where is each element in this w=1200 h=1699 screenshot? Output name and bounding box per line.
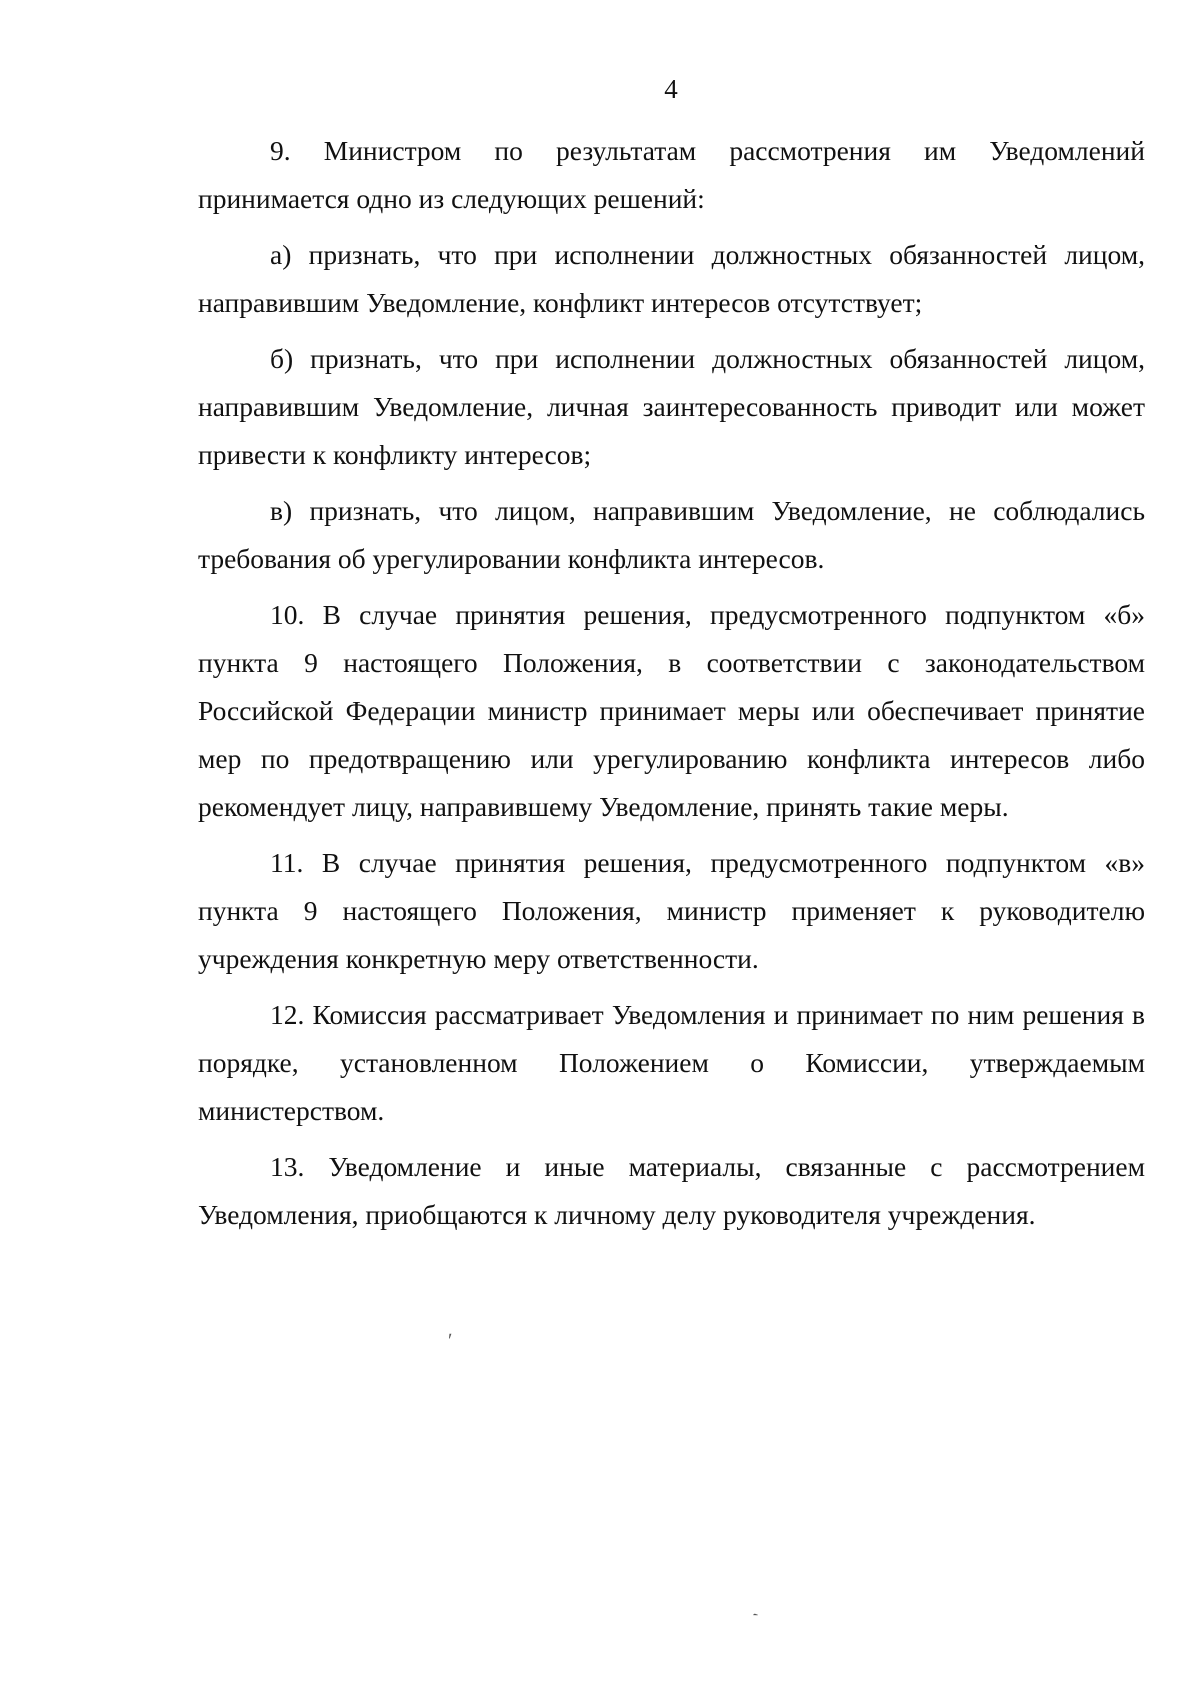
paragraph-13: 13. Уведомление и иные материалы, связанные с рассмотрением Уведомления, приобщаются к личному делу руководителя учреждения. xyxy=(198,1151,1145,1230)
paragraph-10: 10. В случае принятия решения, предусмотренного подпунктом «б» пункта 9 настоящего Положения, в соответствии с законодательством Российской Федерации министр принимает меры или обеспечивает принятие мер по предотвращению или урегулированию конфликта интересов либо рекомендует лицу, направившему Уведомление, принять такие меры. xyxy=(198,599,1145,822)
paragraph-9: 9. Министром по результатам рассмотрения им Уведомлений принимается одно из следующих решений: xyxy=(198,135,1145,214)
paragraph-11: 11. В случае принятия решения, предусмотренного подпунктом «в» пункта 9 настоящего Положения, министр применяет к руководителю учреждения конкретную меру ответственности. xyxy=(198,847,1145,974)
page-number: 4 xyxy=(664,74,678,104)
paragraph-12: 12. Комиссия рассматривает Уведомления и принимает по ним решения в порядке, установленном Положением о Комиссии, утверждаемым министерством. xyxy=(198,999,1145,1126)
scan-speck: ˋ xyxy=(750,1609,769,1631)
paragraph-9b: б) признать, что при исполнении должностных обязанностей лицом, направившим Уведомление, личная заинтересованность приводит или может привести к конфликту интересов; xyxy=(198,343,1145,470)
document-body xyxy=(198,127,1145,1247)
scan-speck: ʹ xyxy=(448,1330,453,1352)
paragraph-9v: в) признать, что лицом, направившим Уведомление, не соблюдались требования об урегулировании конфликта интересов. xyxy=(198,495,1145,574)
paragraph-9a: а) признать, что при исполнении должностных обязанностей лицом, направившим Уведомление, конфликт интересов отсутствует; xyxy=(198,239,1145,318)
